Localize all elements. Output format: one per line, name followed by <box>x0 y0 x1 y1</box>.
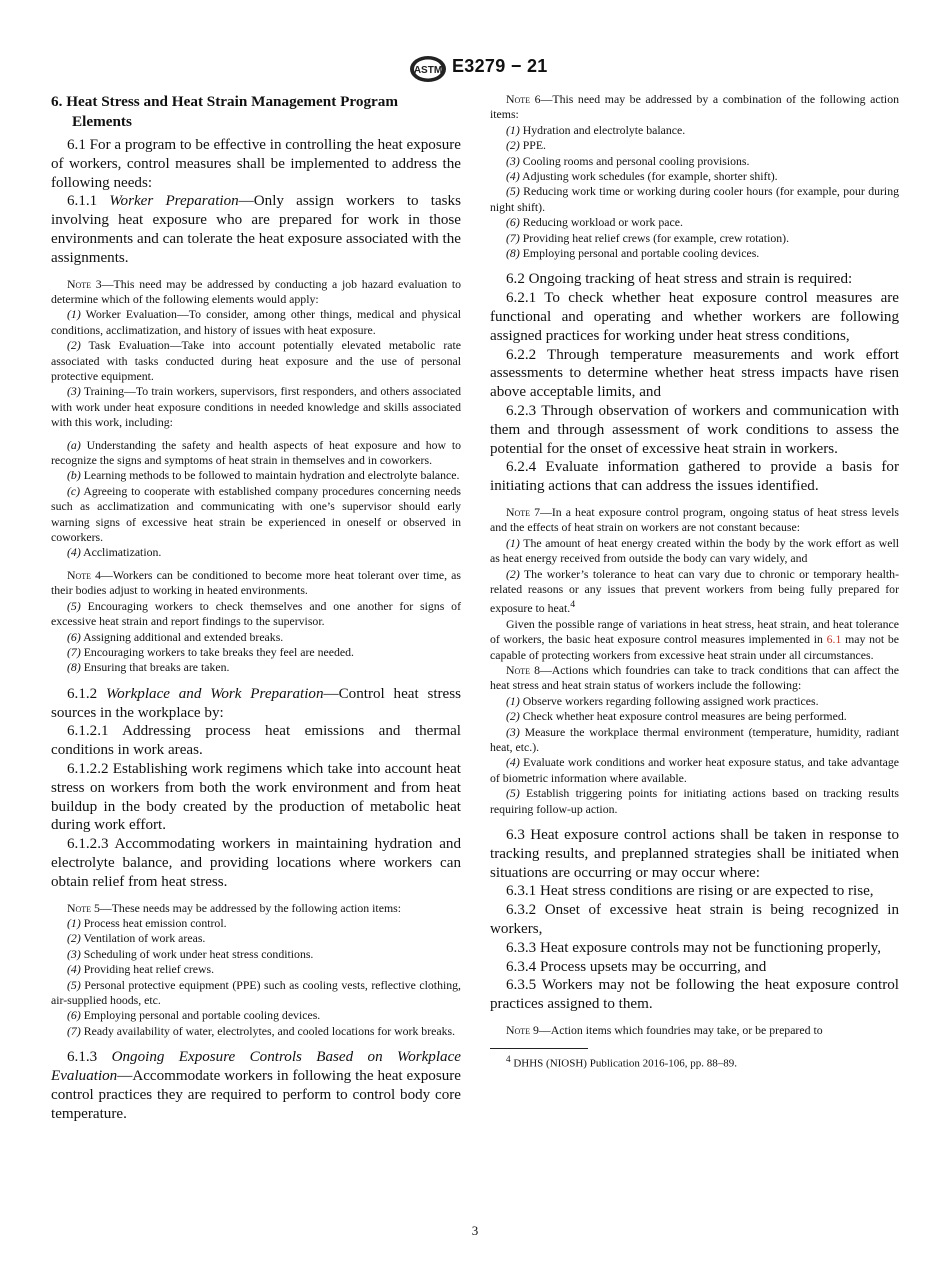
note-7-item: (1) The amount of heat energy created within the body by the work effort as well as heat energy received from outside the body can vary widely, and <box>490 535 899 566</box>
note-8: Note 8—Actions which foundries can take to track conditions that can affect the heat stress and heat strain status of workers include the following: <box>490 663 899 693</box>
para-6-1: 6.1 For a program to be effective in controlling the heat exposure of workers, control measures shall be implemented to address the following needs: <box>51 137 461 191</box>
para-6-3-2: 6.3.2 Onset of excessive heat strain is being recognized in workers, <box>490 902 899 938</box>
note-8-item: (2) Check whether heat exposure control measures are being performed. <box>506 709 847 724</box>
para-6-1-2-2: 6.1.2.2 Establishing work regimens which take into account heat stress on workers from both the work environment and from heat buildup in the body created by the production of metabolic heat during work effort. <box>51 760 461 834</box>
note-6-item: (4) Adjusting work schedules (for example, shorter shift). <box>506 169 778 184</box>
note-4-item: (5) Encouraging workers to check themselves and one another for signs of excessive heat strain and report findings to the supervisor. <box>51 598 461 629</box>
para-6-2: 6.2 Ongoing tracking of heat stress and strain is required: <box>506 271 853 288</box>
note-3-item: (3) Training—To train workers, supervisors, first responders, and others associated with work under heat exposure conditions in needed knowledge and skills associated with this work, including: <box>51 384 461 430</box>
para-6-2-4: 6.2.4 Evaluate information gathered to provide a basis for initiating actions that can address the issues identified. <box>490 459 899 495</box>
para-6-1-2: 6.1.2 Workplace and Work Preparation—Control heat stress sources in the workplace by: <box>51 685 461 721</box>
note-8-item: (4) Evaluate work conditions and worker heat exposure status, and take advantage of biometric information where available. <box>490 755 899 785</box>
note-6-item: (8) Employing personal and portable cooling devices. <box>506 246 760 261</box>
note-6-item: (5) Reducing work time or working during cooler hours (for example, pour during night shift). <box>490 184 899 214</box>
footnote-divider <box>490 1048 588 1049</box>
note-5-item: (7) Ready availability of water, electrolytes, and cooled locations for work breaks. <box>67 1023 456 1038</box>
note-8-item: (5) Establish triggering points for initiating actions based on tracking results requiring follow-up action. <box>490 786 899 816</box>
note-3-item: (1) Worker Evaluation—To consider, among other things, medical and physical conditions, acclimatization, and history of issues with heat exposure. <box>51 307 461 337</box>
note-8-item: (1) Observe workers regarding following assigned work practices. <box>506 693 819 708</box>
para-6-3-4: 6.3.4 Process upsets may be occurring, and <box>506 958 767 975</box>
note-7-item: (2) The worker’s tolerance to heat can vary due to chronic or temporary health-related reasons or any issues that prevent workers from being fully prepared for exposure to heat.$^4$ <box>490 566 899 616</box>
note-4-item: (7) Encouraging workers to take breaks they feel are needed. <box>67 644 354 659</box>
footnote-ref[interactable]: 4 <box>570 599 576 611</box>
note-7: Note 7—In a heat exposure control program, ongoing status of heat stress levels and the effects of heat strain on workers are not constant because: <box>490 505 899 535</box>
para-6-1-2-1: 6.1.2.1 Addressing process heat emissions and thermal conditions in work areas. <box>51 723 461 759</box>
note-4: Note 4—Workers can be conditioned to become more heat tolerant over time, as their bodies adjust to working in heated environments. <box>51 567 461 598</box>
given-paragraph: Given the possible range of variations in heat stress, heat strain, and heat tolerance of workers, the basic heat exposure control measures implemented in 6.1 may not be capable of protecting workers from excessive heat strain under all circumstances. <box>490 616 899 662</box>
para-6-1-1: 6.1.1 Worker Preparation—Only assign workers to tasks involving heat exposure who are prepared for work in those environments and can tolerate the heat exposure associated with the assignments. <box>51 193 461 266</box>
note-6-item: (7) Providing heat relief crews (for example, crew rotation). <box>506 230 790 245</box>
note-3-subitem: (c) Agreeing to cooperate with established company procedures concerning needs such as acclimatization and communicating with one’s supervisor should early warning signs of excessive heat strain be experienced in oneself or observed in coworkers. <box>51 483 461 545</box>
note-3-subitem: (b) Learning methods to be followed to maintain hydration and electrolyte balance. <box>67 468 460 483</box>
note-5-item: (1) Process heat emission control. <box>67 915 227 930</box>
para-6-1-2-3: 6.1.2.3 Accommodating workers in maintaining hydration and electrolyte balance, and providing locations where workers can obtain relief from heat stress. <box>51 836 461 890</box>
note-3-subitem: (4) Acclimatization. <box>67 545 162 560</box>
page-number: 3 <box>471 1223 479 1238</box>
page-header <box>0 54 950 84</box>
left-column <box>51 92 461 1123</box>
note-8-item: (3) Measure the workplace thermal environment (temperature, humidity, radiant heat, etc.). <box>490 724 899 755</box>
note-6-item: (1) Hydration and electrolyte balance. <box>506 122 686 137</box>
para-6-3-3: 6.3.3 Heat exposure controls may not be functioning properly, <box>506 939 882 956</box>
standard-designation: E3279 − 21 <box>452 56 548 76</box>
svg-text:ASTM: ASTM <box>413 65 443 76</box>
note-4-item: (8) Ensuring that breaks are taken. <box>67 660 230 675</box>
para-6-3: 6.3 Heat exposure control actions shall be taken in response to tracking results, and preplanned strategies shall be initiated when situations are occurring or may occur where: <box>490 827 899 881</box>
note-5-item: (4) Providing heat relief crews. <box>67 962 215 977</box>
para-6-3-1: 6.3.1 Heat stress conditions are rising or are expected to rise, <box>506 883 874 900</box>
right-column <box>490 92 899 1071</box>
note-6-item: (3) Cooling rooms and personal cooling provisions. <box>506 153 750 168</box>
note-6: Note 6—This need may be addressed by a combination of the following action items: <box>490 92 899 122</box>
note-3-item: (2) Task Evaluation—Take into account potentially elevated metabolic rate associated with tasks conducted during heat exposure and the use of personal protective equipment. <box>51 338 461 384</box>
note-5-item: (3) Scheduling of work under heat stress conditions. <box>67 946 314 961</box>
note-5-item: (5) Personal protective equipment (PPE) such as cooling vests, reflective clothing, air-supplied hoods, etc. <box>51 977 461 1007</box>
footnote-4: $^4$ DHHS (NIOSH) Publication 2016-106, pp. 88–89. <box>506 1054 737 1071</box>
note-4-item: (6) Assigning additional and extended breaks. <box>67 629 284 644</box>
section-title: 6. Heat Stress and Heat Strain Management Program Elements <box>51 93 399 130</box>
para-6-2-2: 6.2.2 Through temperature measurements and work effort assessments to determine whether heat stress impacts have risen above acceptable limits, and <box>490 346 899 401</box>
note-5-item: (2) Ventilation of work areas. <box>67 931 206 946</box>
para-6-2-1: 6.2.1 To check whether heat exposure control measures are functional and operating and whether workers are following assigned practices for working under heat stress conditions, <box>490 290 899 344</box>
astm-logo-icon <box>408 54 448 84</box>
note-9: Note 9—Action items which foundries may take, or be prepared to <box>506 1023 823 1038</box>
note-6-item: (2) PPE. <box>506 138 546 153</box>
note-3-subitem: (a) Understanding the safety and health aspects of heat exposure and how to recognize the signs and symptoms of heat strain in themselves and in coworkers. <box>51 437 461 468</box>
note-5-item: (6) Employing personal and portable cooling devices. <box>67 1008 321 1023</box>
section-link-6-1[interactable]: 6.1 <box>826 632 842 647</box>
note-6-item: (6) Reducing workload or work pace. <box>506 215 683 230</box>
note-3: Note 3—This need may be addressed by conducting a job hazard evaluation to determine which of the following elements would apply: <box>51 276 461 306</box>
note-5: Note 5—These needs may be addressed by the following action items: <box>67 900 401 915</box>
para-6-3-5: 6.3.5 Workers may not be following the heat exposure control practices assigned to them. <box>490 977 899 1013</box>
para-6-1-3: 6.1.3 Ongoing Exposure Controls Based on Workplace Evaluation—Accommodate workers in following the heat exposure control practices they are required to perform to control body core temperature. <box>51 1049 461 1122</box>
para-6-2-3: 6.2.3 Through observation of workers and communication with them and through assessment of work conditions to assess the potential for the onset of excessive heat strain in workers. <box>490 403 899 457</box>
